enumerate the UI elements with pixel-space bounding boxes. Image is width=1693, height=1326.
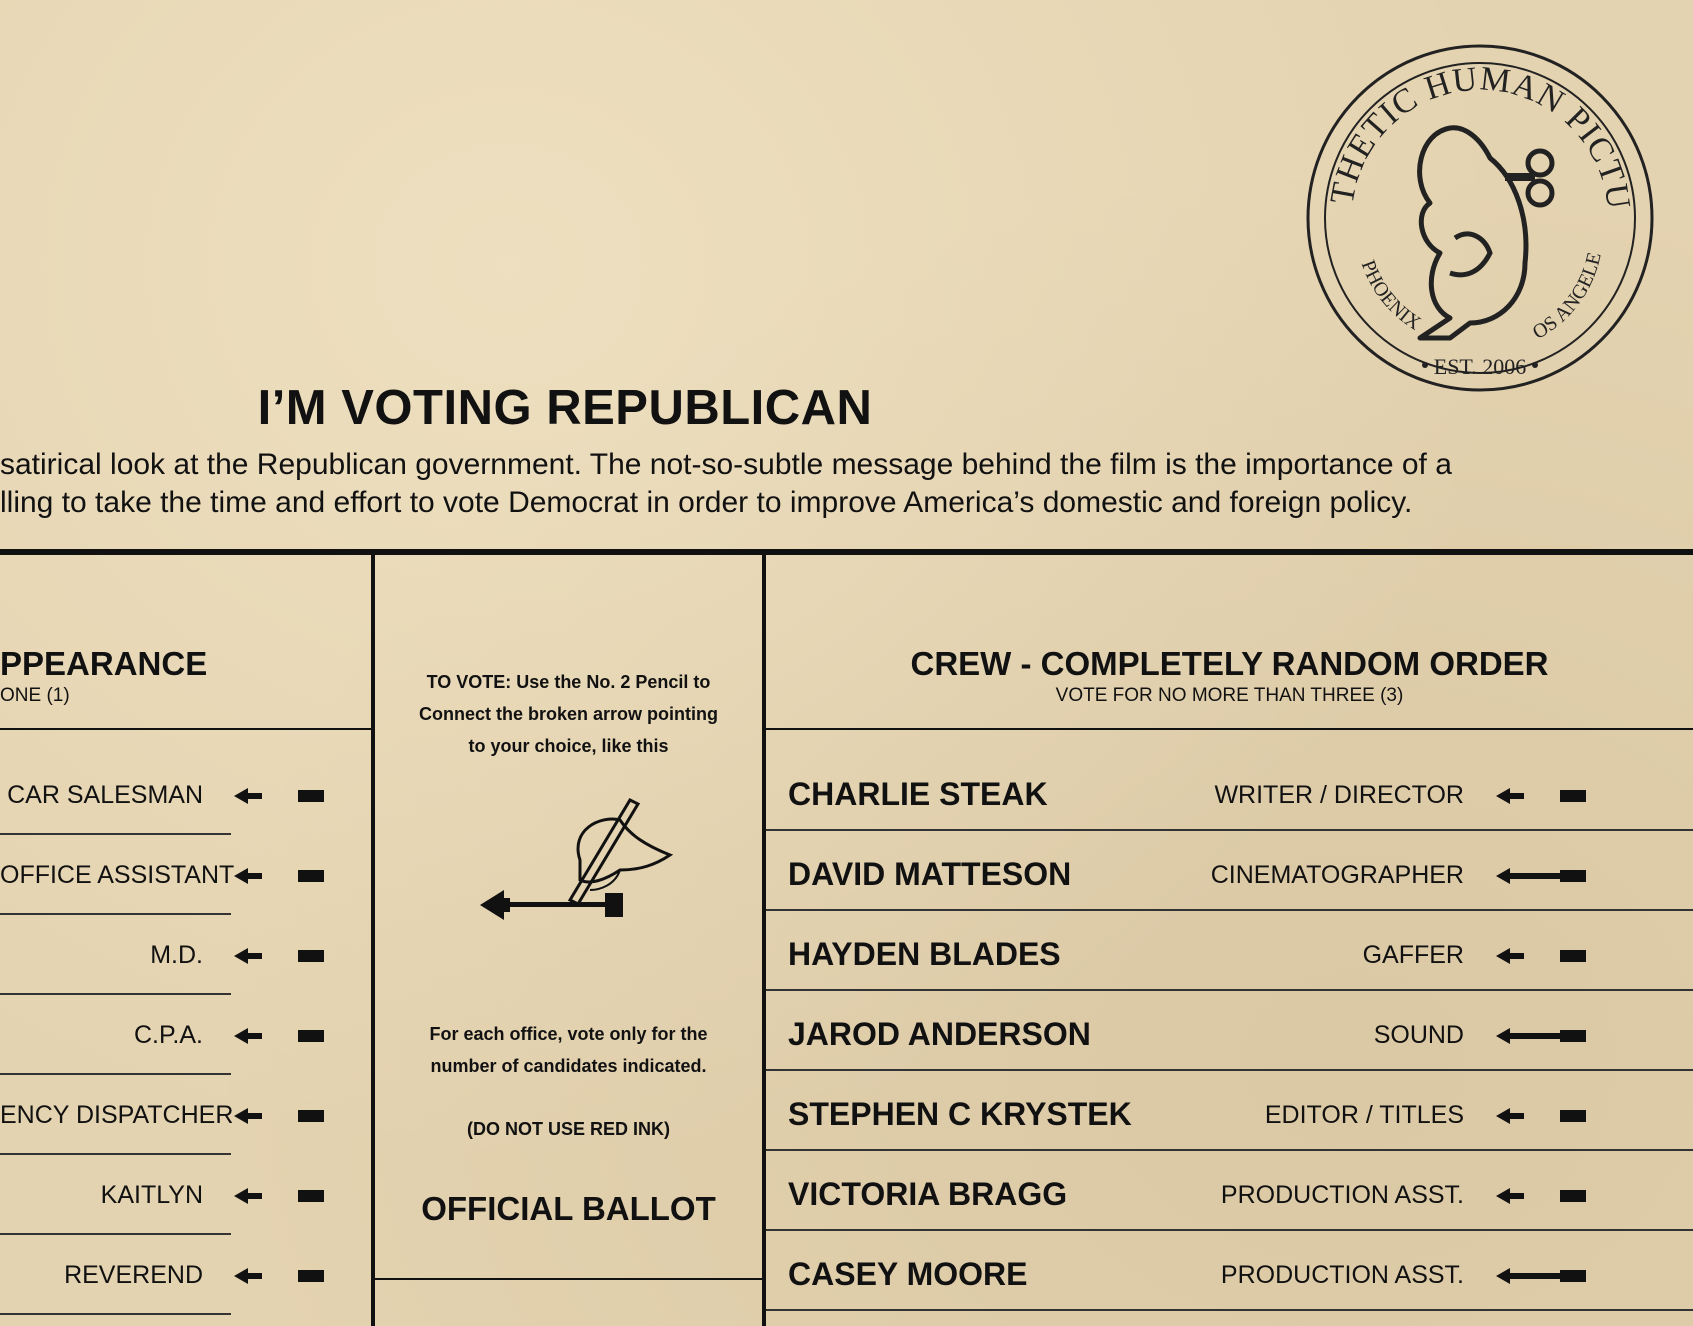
cast-vote-arrow[interactable] <box>232 864 328 893</box>
crew-vote-arrow[interactable] <box>1494 784 1590 813</box>
cast-row-divider <box>0 913 231 915</box>
cast-row-divider <box>0 1073 231 1075</box>
page-title: I’M VOTING REPUBLICAN <box>257 381 873 435</box>
crew-vote-arrow[interactable] <box>1494 1184 1590 1213</box>
hand-pencil-icon <box>570 800 670 904</box>
cast-role-label: C.P.A. <box>133 1021 203 1049</box>
crew-member-name: STEPHEN C KRYSTEK <box>788 1096 1132 1132</box>
crew-header-rule <box>766 728 1693 730</box>
crew-row-divider <box>766 1229 1693 1231</box>
crew-member-name: CHARLIE STEAK <box>788 776 1048 812</box>
cast-row-divider <box>0 1313 231 1315</box>
cast-role-label: OFFICE ASSISTANT <box>0 861 235 889</box>
instructions-to-vote <box>375 666 762 762</box>
crew-member-name: VICTORIA BRAGG <box>788 1176 1068 1212</box>
crew-subheading: VOTE FOR NO MORE THAN THREE (3) <box>1055 685 1404 706</box>
cast-heading: PPEARANCE <box>0 645 208 682</box>
crew-row-divider <box>766 989 1693 991</box>
cast-vote-arrow[interactable] <box>232 1264 328 1293</box>
crew-member-role: PRODUCTION ASST. <box>1220 1261 1464 1289</box>
cast-role-label: CAR SALESMAN <box>7 781 203 809</box>
crew-member-role: PRODUCTION ASST. <box>1220 1181 1464 1209</box>
studio-logo <box>1300 38 1660 398</box>
cast-row-divider <box>0 833 231 835</box>
each-office-line-1: For each office, vote only for the <box>429 1024 708 1044</box>
crew-member-name: JAROD ANDERSON <box>788 1016 1091 1052</box>
cast-vote-arrow[interactable] <box>232 1184 328 1213</box>
crew-member-role: SOUND <box>1373 1021 1464 1049</box>
crew-member-role: CINEMATOGRAPHER <box>1210 861 1464 889</box>
cast-role-label: M.D. <box>150 941 203 969</box>
crew-row-divider <box>766 1309 1693 1311</box>
crew-member-role: EDITOR / TITLES <box>1264 1101 1464 1129</box>
crew-member-role: WRITER / DIRECTOR <box>1214 781 1464 809</box>
embryo-key-seal-icon <box>1300 38 1660 398</box>
crew-vote-arrow[interactable] <box>1494 944 1590 973</box>
crew-vote-arrow[interactable] <box>1494 1264 1590 1293</box>
instructions-line-1: TO VOTE: Use the No. 2 Pencil to <box>426 672 711 692</box>
cast-row-divider <box>0 1153 231 1155</box>
cast-row-divider <box>0 993 231 995</box>
cast-role-label: ENCY DISPATCHER <box>0 1101 234 1129</box>
crew-member-name: CASEY MOORE <box>788 1256 1028 1292</box>
ballot-top-border <box>0 549 1693 555</box>
crew-vote-arrow[interactable] <box>1494 1024 1590 1053</box>
no-red-ink-note: (DO NOT USE RED INK) <box>466 1119 670 1139</box>
logo-right-text: OS ANGELE <box>1528 250 1606 344</box>
logo-left-text: PHOENIX <box>1356 257 1425 335</box>
crew-member-role: GAFFER <box>1362 941 1464 969</box>
cast-role-label: REVEREND <box>64 1261 203 1289</box>
cast-vote-arrow[interactable] <box>232 944 328 973</box>
description-line-2: lling to take the time and effort to vote Democrat in order to improve America’s domestic and foreign policy. <box>0 486 1413 519</box>
instructions-each-office <box>375 1018 762 1082</box>
instructions-bottom-rule <box>375 1278 762 1280</box>
crew-row-divider <box>766 1149 1693 1151</box>
each-office-line-2: number of candidates indicated. <box>430 1056 707 1076</box>
example-illustration <box>470 790 690 930</box>
crew-row-divider <box>766 829 1693 831</box>
broken-arrow-icon <box>480 890 623 920</box>
crew-heading: CREW - COMPLETELY RANDOM ORDER <box>910 645 1549 682</box>
cast-header-rule <box>0 728 371 730</box>
logo-top-text: THETIC HUMAN PICTU <box>1323 60 1638 213</box>
crew-member-name: DAVID MATTESON <box>788 856 1072 892</box>
cast-subheading: ONE (1) <box>0 685 70 706</box>
crew-row-divider <box>766 1069 1693 1071</box>
crew-vote-arrow[interactable] <box>1494 1104 1590 1133</box>
description-line-1: satirical look at the Republican government. The not-so-subtle message behind the film is the importance of a <box>0 448 1452 481</box>
instructions-line-2: Connect the broken arrow pointing <box>418 704 718 724</box>
cast-vote-arrow[interactable] <box>232 1024 328 1053</box>
instructions-line-3: to your choice, like this <box>468 736 669 756</box>
svg-text:SYNTHETIC HUMAN PICTURES <box>1300 38 1637 212</box>
logo-est-text: EST. 2006 <box>1433 354 1527 379</box>
cast-row-divider <box>0 1233 231 1235</box>
cast-vote-arrow[interactable] <box>232 784 328 813</box>
cast-role-label: KAITLYN <box>100 1181 203 1209</box>
crew-vote-arrow[interactable] <box>1494 864 1590 893</box>
crew-row-divider <box>766 909 1693 911</box>
cast-vote-arrow[interactable] <box>232 1104 328 1133</box>
crew-member-name: HAYDEN BLADES <box>788 936 1061 972</box>
official-ballot-label: OFFICIAL BALLOT <box>421 1190 716 1227</box>
